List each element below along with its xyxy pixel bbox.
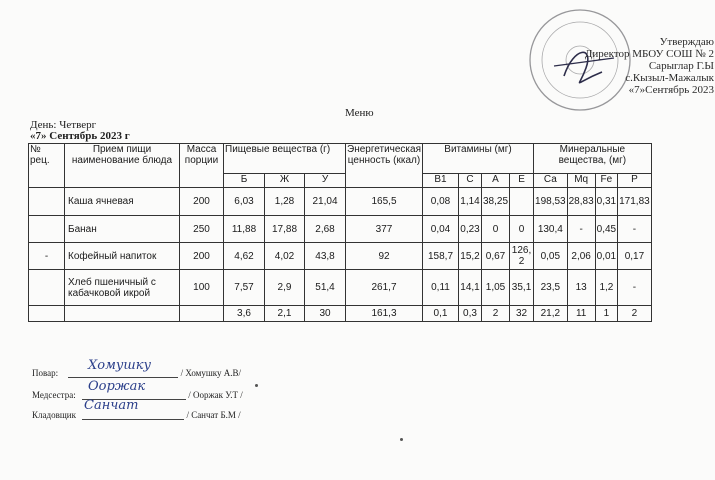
cell-name (65, 306, 180, 322)
cook-role: Повар: (32, 368, 59, 378)
cell-c: 15,2 (459, 243, 482, 270)
cell-c: 1,14 (459, 188, 482, 216)
cell-a: 0 (482, 216, 510, 243)
scan-speck (255, 384, 258, 387)
cell-ca: 0,05 (534, 243, 568, 270)
cell-energy: 377 (346, 216, 423, 243)
table-row (29, 243, 652, 270)
day-label: День: Четверг (30, 119, 97, 131)
approval-line-3: Сарыглар Г.Ы (648, 60, 714, 72)
subheader-a: А (482, 174, 510, 188)
approval-line-2: Директор МБОУ СОШ № 2 (584, 48, 714, 60)
cell-mg: 28,83 (567, 188, 595, 216)
cell-fe: 0,01 (595, 243, 617, 270)
cell-zh: 1,28 (265, 188, 305, 216)
cell-p: - (618, 270, 652, 306)
cell-u: 30 (305, 306, 346, 322)
cell-mg: - (567, 216, 595, 243)
cell-name: Каша ячневая (65, 188, 180, 216)
storekeeper-name: / Санчат Б.М / (186, 410, 241, 420)
cell-b1: 0,11 (423, 270, 459, 306)
cell-b1: 158,7 (423, 243, 459, 270)
cell-p: 171,83 (618, 188, 652, 216)
cell-zh: 2,1 (265, 306, 305, 322)
cell-ca: 198,53 (534, 188, 568, 216)
cell-mass: 250 (180, 216, 224, 243)
nurse-role: Медсестра: (32, 390, 76, 400)
cell-name: Банан (65, 216, 180, 243)
header-meal-name: Прием пищи наименование блюда (65, 144, 180, 188)
cell-b1: 0,1 (423, 306, 459, 322)
header-vitamins: Витамины (мг) (423, 144, 534, 174)
cell-c: 14,1 (459, 270, 482, 306)
cell-zh: 2,9 (265, 270, 305, 306)
cell-fe: 1,2 (595, 270, 617, 306)
approval-line-1: Утверждаю (659, 36, 714, 48)
menu-table (28, 143, 652, 322)
school-seal (524, 6, 715, 116)
cell-mg: 2,06 (567, 243, 595, 270)
subheader-fe: Fe (595, 174, 617, 188)
header-energy: Энергетическая ценность (ккал) (346, 144, 423, 188)
cell-ca: 23,5 (534, 270, 568, 306)
cell-fe: 0,31 (595, 188, 617, 216)
cell-mg: 11 (567, 306, 595, 322)
cell-c: 0,3 (459, 306, 482, 322)
subheader-protein: Б (224, 174, 265, 188)
subheader-p: Р (618, 174, 652, 188)
cell-ca: 21,2 (534, 306, 568, 322)
cell-b1: 0,04 (423, 216, 459, 243)
date-label: «7» Сентябрь 2023 г (30, 130, 130, 142)
cell-mass: 100 (180, 270, 224, 306)
subheader-c: С (459, 174, 482, 188)
document-title: Меню (345, 107, 374, 119)
cell-name: Кофейный напиток (65, 243, 180, 270)
cell-energy: 92 (346, 243, 423, 270)
cell-fe: 1 (595, 306, 617, 322)
approval-line-5: «7»Сентябрь 2023 (628, 84, 714, 96)
cell-p: 2 (618, 306, 652, 322)
cell-num: - (29, 243, 65, 270)
subheader-ca: Са (534, 174, 568, 188)
table-row (29, 270, 652, 306)
cell-mass: 200 (180, 188, 224, 216)
cell-mg: 13 (567, 270, 595, 306)
storekeeper-handwritten-signature: Санчат (84, 398, 139, 413)
cell-c: 0,23 (459, 216, 482, 243)
cell-mass: 200 (180, 243, 224, 270)
cell-u: 43,8 (305, 243, 346, 270)
cell-a: 38,25 (482, 188, 510, 216)
header-minerals: Минеральные вещества, (мг) (534, 144, 652, 174)
cook-handwritten-signature: Хомушку (88, 358, 152, 373)
cell-energy: 165,5 (346, 188, 423, 216)
cell-ca: 130,4 (534, 216, 568, 243)
cell-fe: 0,45 (595, 216, 617, 243)
subheader-b1: В1 (423, 174, 459, 188)
cell-e: 35,1 (510, 270, 534, 306)
approval-line-4: с.Кызыл-Мажалык (625, 72, 714, 84)
storekeeper-signature-line (82, 419, 184, 420)
cell-a: 0,67 (482, 243, 510, 270)
cell-zh: 4,02 (265, 243, 305, 270)
cell-num (29, 216, 65, 243)
cell-num (29, 188, 65, 216)
cell-p: - (618, 216, 652, 243)
cook-name: / Хомушку А.В/ (180, 368, 242, 378)
cell-b: 11,88 (224, 216, 265, 243)
nurse-handwritten-signature: Ооржак (88, 379, 146, 394)
cell-zh: 17,88 (265, 216, 305, 243)
header-recipe-number: № рец. (29, 144, 65, 188)
storekeeper-role: Кладовщик (32, 410, 76, 420)
header-portion-mass: Масса порции (180, 144, 224, 188)
table-row (29, 216, 652, 243)
cell-b: 4,62 (224, 243, 265, 270)
cell-u: 2,68 (305, 216, 346, 243)
cell-u: 51,4 (305, 270, 346, 306)
cell-energy: 261,7 (346, 270, 423, 306)
table-row (29, 306, 652, 322)
cook-signature-line (68, 377, 178, 378)
cell-e: 126,2 (510, 243, 534, 270)
cell-b: 3,6 (224, 306, 265, 322)
cell-num (29, 270, 65, 306)
subheader-fat: Ж (265, 174, 305, 188)
scan-speck (400, 438, 403, 441)
subheader-e: Е (510, 174, 534, 188)
cell-e: 32 (510, 306, 534, 322)
cell-a: 1,05 (482, 270, 510, 306)
cell-b1: 0,08 (423, 188, 459, 216)
cell-num (29, 306, 65, 322)
cell-b: 7,57 (224, 270, 265, 306)
cell-p: 0,17 (618, 243, 652, 270)
nurse-name: / Ооржак У.Т / (188, 390, 243, 400)
cell-name: Хлеб пшеничный с кабачковой икрой (65, 270, 180, 306)
cell-b: 6,03 (224, 188, 265, 216)
subheader-carbs: У (305, 174, 346, 188)
table-header-row (29, 144, 652, 174)
header-nutrients: Пищевые вещества (г) (224, 144, 346, 174)
cell-a: 2 (482, 306, 510, 322)
cell-e: 0 (510, 216, 534, 243)
subheader-mg: Мq (567, 174, 595, 188)
cell-energy: 161,3 (346, 306, 423, 322)
cell-e (510, 188, 534, 216)
cell-u: 21,04 (305, 188, 346, 216)
table-row (29, 188, 652, 216)
cell-mass (180, 306, 224, 322)
